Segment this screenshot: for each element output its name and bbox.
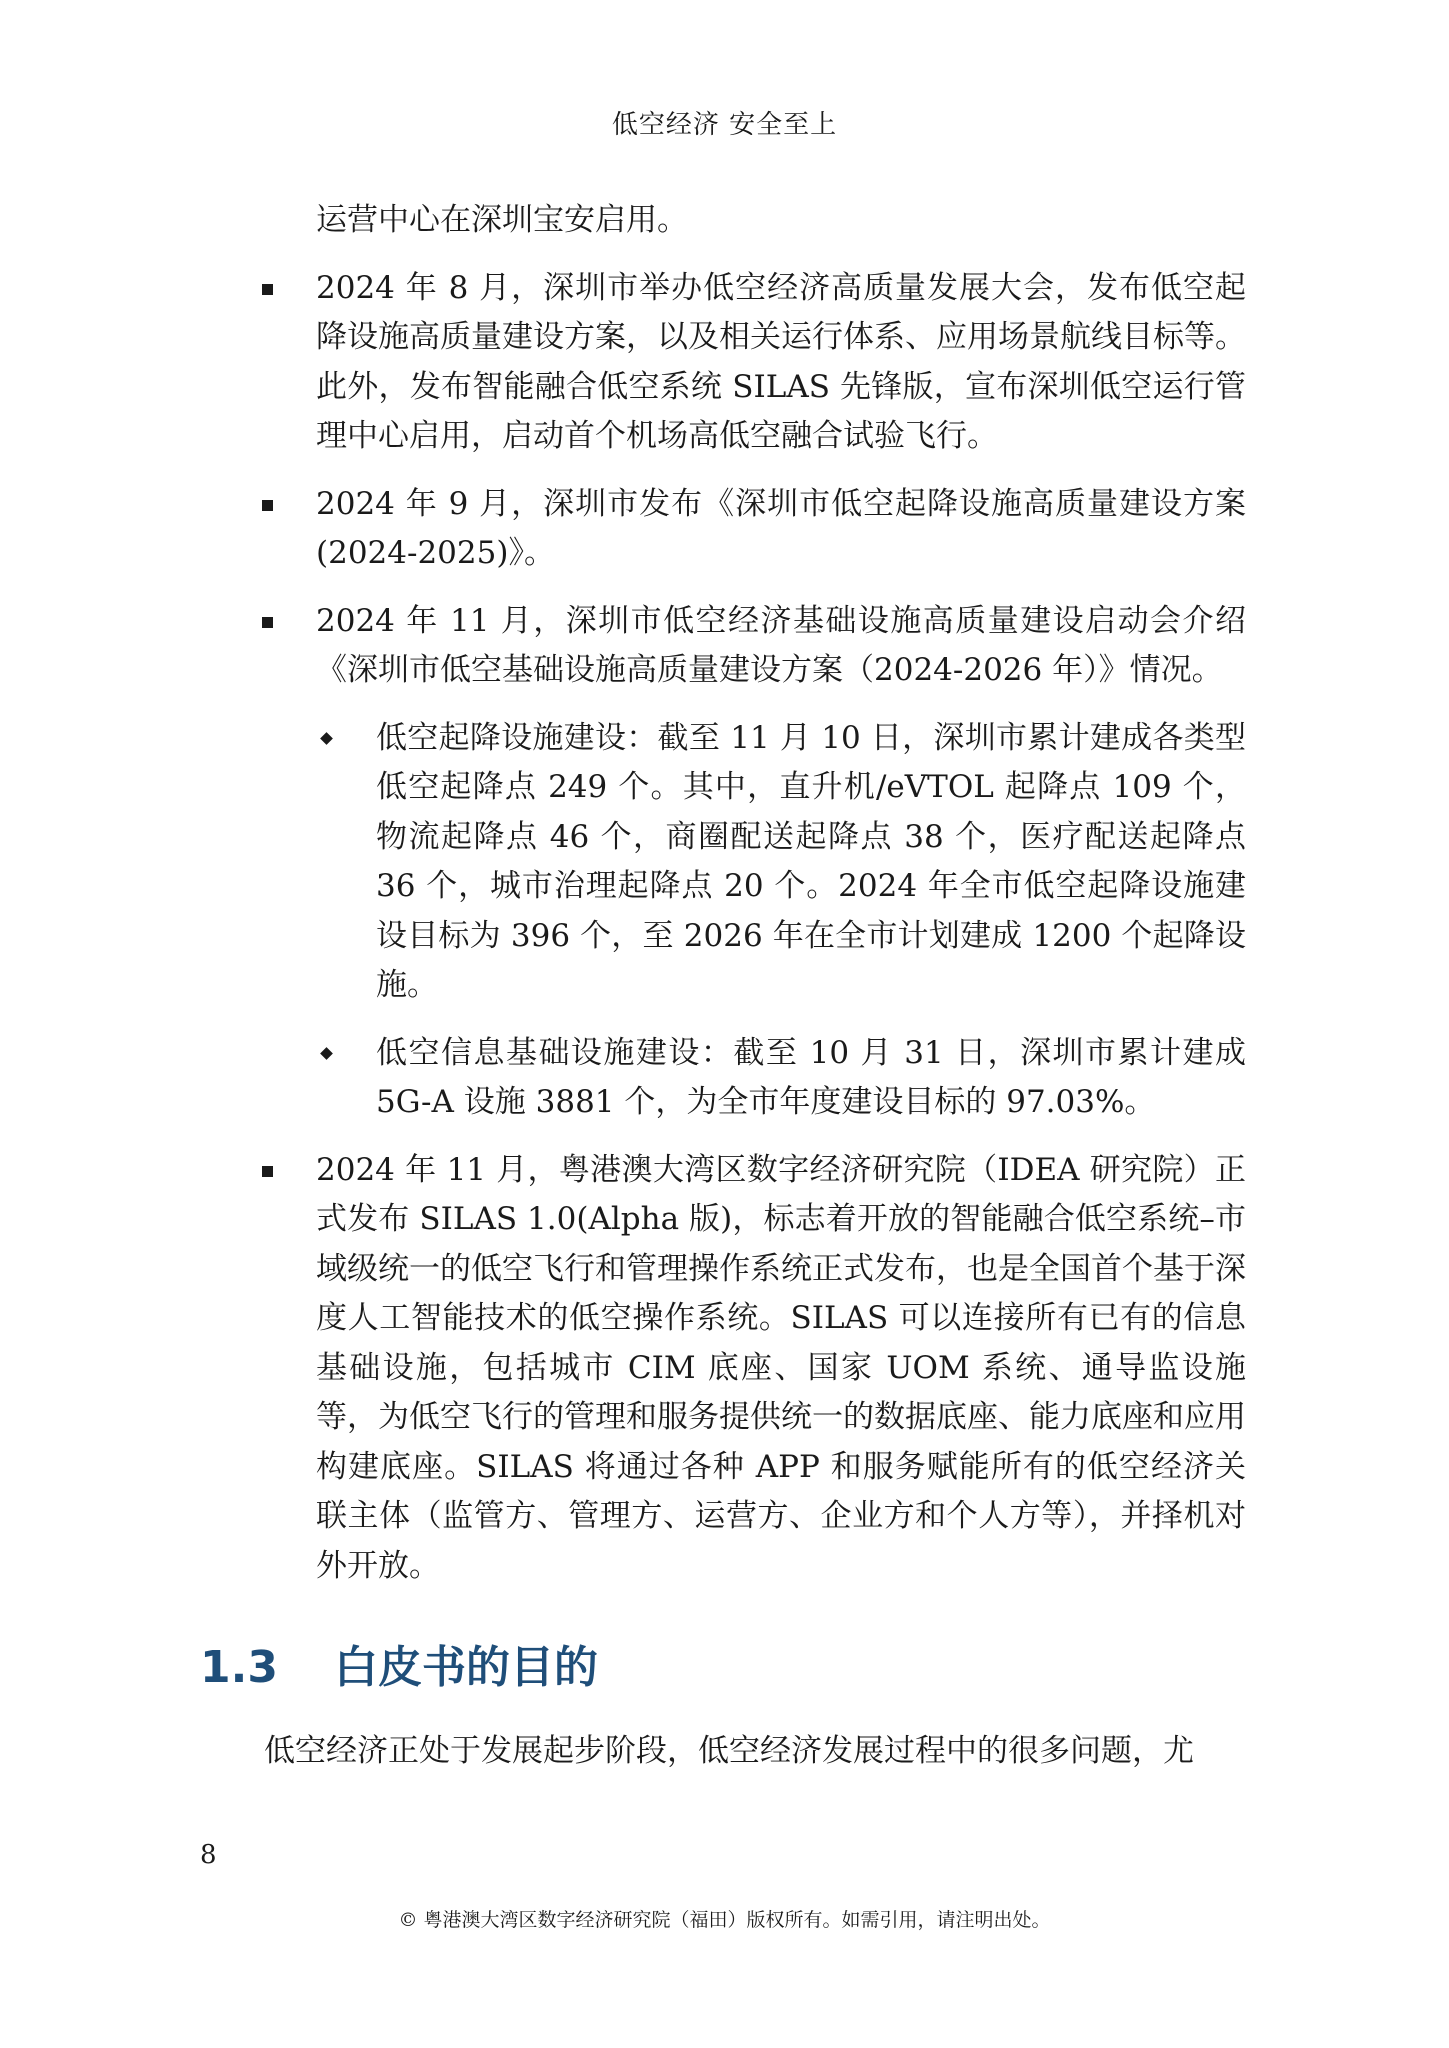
square-bullet-icon — [262, 284, 273, 295]
list-item — [316, 264, 1246, 462]
square-bullet-icon — [262, 500, 273, 511]
list-item-text: 2024 年 9 月，深圳市发布《深圳市低空起降设施高质量建设方案(2024-2025)》。 — [316, 485, 1246, 571]
sub-list-item-text: 低空起降设施建设：截至 11 月 10 日，深圳市累计建成各类型低空起降点 249 个。其中，直升机/eVTOL 起降点 109 个，物流起降点 46 个，商圈配送起降点 38 个，医疗配送起降点 36 个，城市治理起降点 20 个。2024 年全市低空起降设施建设目标为 396 个，至 2026 年在全市计划建成 1200 个起降设施。 — [376, 719, 1246, 1003]
section-number: 1.3 — [200, 1642, 278, 1693]
square-bullet-icon — [262, 1166, 273, 1177]
section-title: 白皮书的目的 — [334, 1642, 598, 1693]
list-item — [316, 597, 1246, 696]
running-header: 低空经济 安全至上 — [611, 110, 838, 140]
diamond-bullet-icon — [320, 1047, 333, 1060]
sub-list-item — [376, 1029, 1246, 1128]
list-item — [316, 1146, 1246, 1592]
body-content — [0, 196, 1449, 1591]
page-number: 8 — [200, 1840, 217, 1870]
diamond-bullet-icon — [320, 732, 333, 745]
list-item-text: 2024 年 11 月，粤港澳大湾区数字经济研究院（IDEA 研究院）正式发布 SILAS 1.0(Alpha 版)，标志着开放的智能融合低空系统–市域级统一的低空飞行和管理操作系统正式发布，也是全国首个基于深度人工智能技术的低空操作系统。SILAS 可以连接所有已有的信息基础设施，包括城市 CIM 底座、国家 UOM 系统、通导监设施等，为低空飞行的管理和服务提供统一的数据底座、能力底座和应用构建底座。SILAS 将通过各种 APP 和服务赋能所有的低空经济关联主体（监管方、管理方、运营方、企业方和个人方等），并择机对外开放。 — [316, 1151, 1246, 1584]
list-item-text: 2024 年 8 月，深圳市举办低空经济高质量发展大会，发布低空起降设施高质量建设方案，以及相关运行体系、应用场景航线目标等。此外，发布智能融合低空系统 SILAS 先锋版，宣布深圳低空运行管理中心启用，启动首个机场高低空融合试验飞行。 — [316, 269, 1246, 454]
sub-list-item — [376, 714, 1246, 1011]
list-item-text: 2024 年 11 月，深圳市低空经济基础设施高质量建设启动会介绍《深圳市低空基础设施高质量建设方案（2024-2026 年）》情况。 — [316, 602, 1246, 688]
continuation-paragraph: 运营中心在深圳宝安启用。 — [316, 202, 688, 238]
square-bullet-icon — [262, 617, 273, 628]
list-item — [316, 480, 1246, 579]
section-heading — [200, 1631, 598, 1695]
sub-list-item-text: 低空信息基础设施建设：截至 10 月 31 日，深圳市累计建成 5G-A 设施 3881 个，为全市年度建设目标的 97.03%。 — [376, 1034, 1246, 1120]
intro-paragraph: 低空经济正处于发展起步阶段，低空经济发展过程中的很多问题，尤 — [264, 1733, 1194, 1769]
copyright-footer: © 粤港澳大湾区数字经济研究院（福田）版权所有。如需引用，请注明出处。 — [398, 1909, 1051, 1931]
